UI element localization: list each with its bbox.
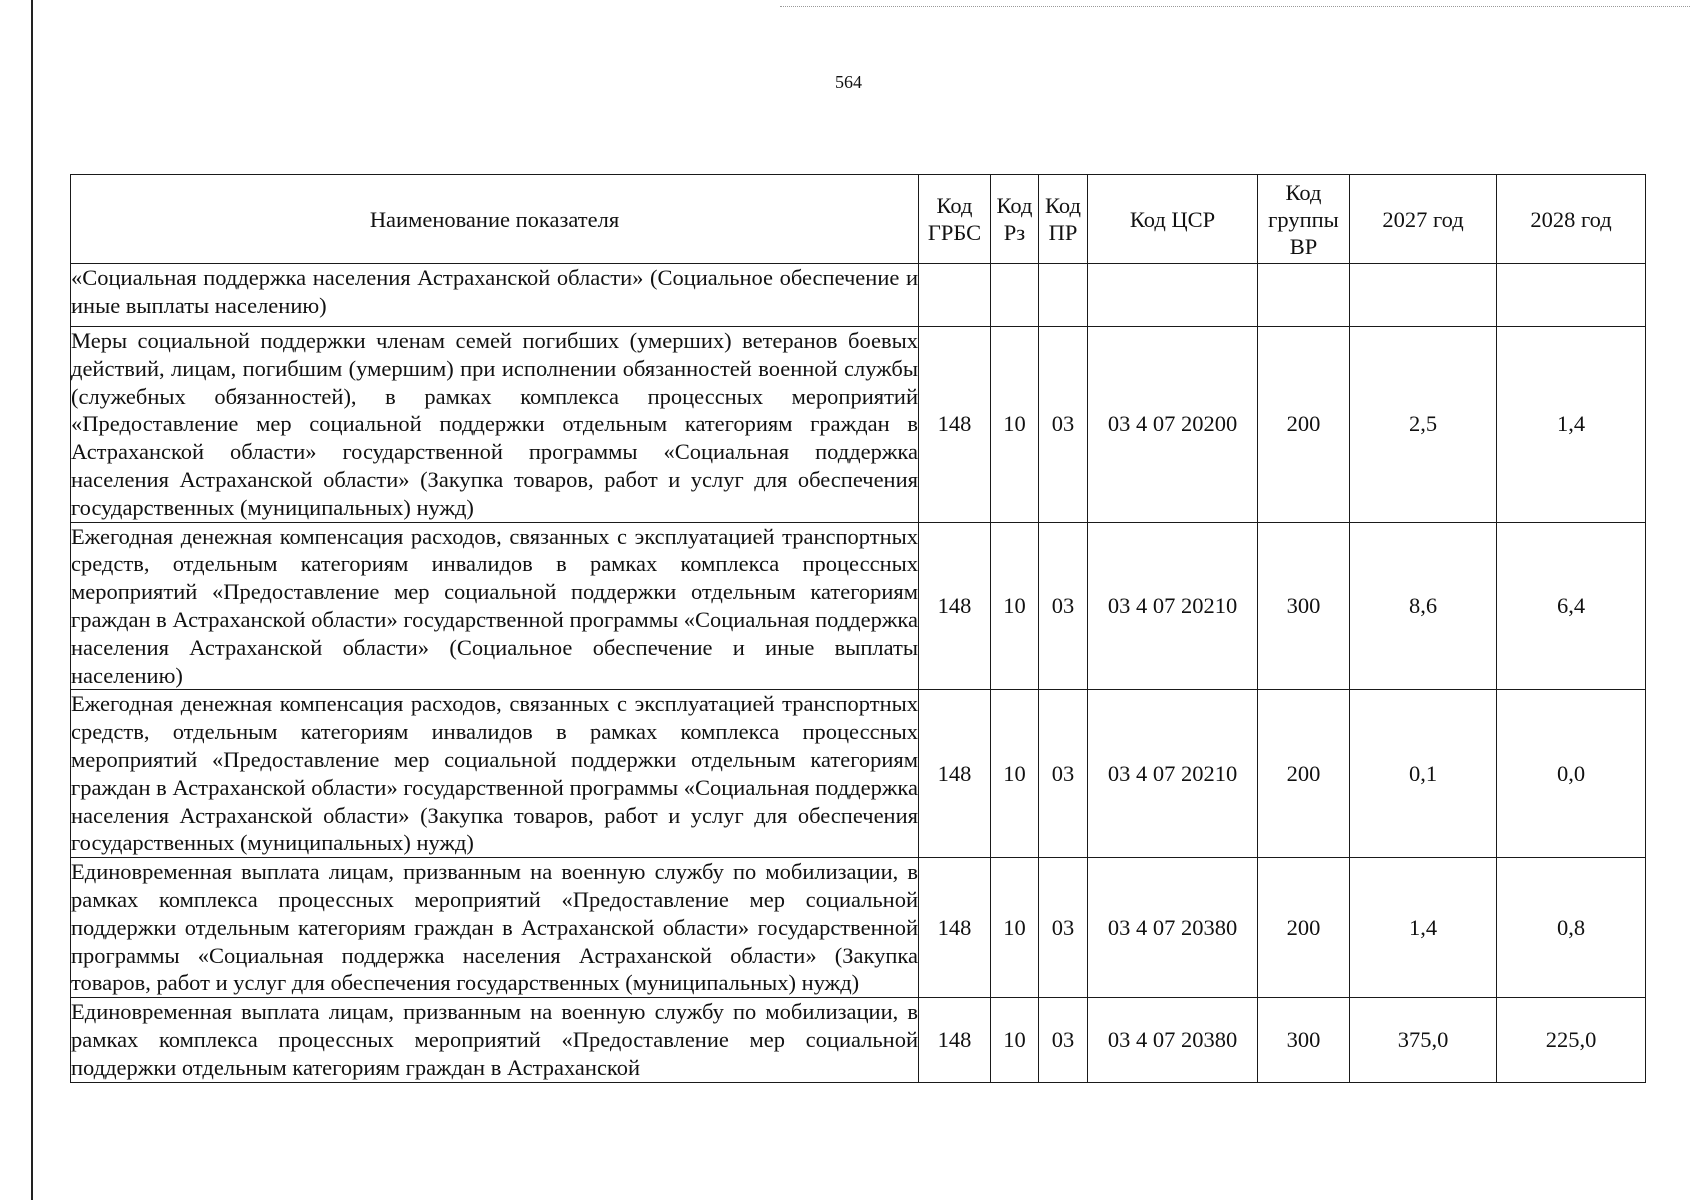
row-grbs: 148 (919, 327, 991, 523)
row-vr: 200 (1258, 690, 1350, 858)
row-2028: 0,8 (1497, 858, 1646, 998)
row-vr: 200 (1258, 858, 1350, 998)
row-2028: 225,0 (1497, 998, 1646, 1082)
row-grbs (919, 264, 991, 327)
header-rz: Код Рз (991, 175, 1039, 264)
row-name: Ежегодная денежная компенсация расходов, связанных с эксплуатацией транспортных средств, отдельным категориям инвалидов в рамках комплекса процессных мероприятий «Предоставление мер социальной поддержки отдельным категориям граждан в Астраханской области» государственной программы «Социальная поддержка населения Астраханской области» (Закупка товаров, работ и услуг для обеспечения государственных (муниципальных) нужд) (71, 690, 919, 858)
table-row (71, 522, 1646, 690)
header-vr: Код группы ВР (1258, 175, 1350, 264)
budget-table (70, 174, 1646, 1083)
row-2027 (1350, 264, 1497, 327)
table-row (71, 858, 1646, 998)
row-csr: 03 4 07 20380 (1088, 998, 1258, 1082)
header-2027: 2027 год (1350, 175, 1497, 264)
row-grbs: 148 (919, 522, 991, 690)
row-vr (1258, 264, 1350, 327)
row-vr: 200 (1258, 327, 1350, 523)
row-rz: 10 (991, 998, 1039, 1082)
header-csr: Код ЦСР (1088, 175, 1258, 264)
page-number: 564 (835, 72, 862, 92)
row-2027: 8,6 (1350, 522, 1497, 690)
row-rz (991, 264, 1039, 327)
row-2028: 6,4 (1497, 522, 1646, 690)
row-csr: 03 4 07 20210 (1088, 522, 1258, 690)
row-csr: 03 4 07 20210 (1088, 690, 1258, 858)
table-row (71, 690, 1646, 858)
row-2028: 0,0 (1497, 690, 1646, 858)
row-rz: 10 (991, 690, 1039, 858)
table-row (71, 264, 1646, 327)
row-name: «Социальная поддержка населения Астраханской области» (Социальное обеспечение и иные выплаты населению) (71, 264, 919, 327)
row-2027: 0,1 (1350, 690, 1497, 858)
row-pr: 03 (1039, 690, 1088, 858)
budget-table-container (70, 174, 1645, 1083)
row-2027: 1,4 (1350, 858, 1497, 998)
row-2028: 1,4 (1497, 327, 1646, 523)
header-row (71, 175, 1646, 264)
row-vr: 300 (1258, 998, 1350, 1082)
row-name: Ежегодная денежная компенсация расходов, связанных с эксплуатацией транспортных средств, отдельным категориям инвалидов в рамках комплекса процессных мероприятий «Предоставление мер социальной поддержки отдельным категориям граждан в Астраханской области» государственной программы «Социальная поддержка населения Астраханской области» (Социальное обеспечение и иные выплаты населению) (71, 522, 919, 690)
table-header (71, 175, 1646, 264)
row-csr (1088, 264, 1258, 327)
row-2028 (1497, 264, 1646, 327)
row-rz: 10 (991, 522, 1039, 690)
table-row (71, 998, 1646, 1082)
row-grbs: 148 (919, 998, 991, 1082)
row-csr: 03 4 07 20200 (1088, 327, 1258, 523)
table-row (71, 327, 1646, 523)
row-csr: 03 4 07 20380 (1088, 858, 1258, 998)
row-pr: 03 (1039, 522, 1088, 690)
header-2028: 2028 год (1497, 175, 1646, 264)
row-pr (1039, 264, 1088, 327)
row-2027: 375,0 (1350, 998, 1497, 1082)
row-rz: 10 (991, 858, 1039, 998)
header-grbs: Код ГРБС (919, 175, 991, 264)
row-name: Меры социальной поддержки членам семей погибших (умерших) ветеранов боевых действий, лицам, погибшим (умершим) при исполнении обязанностей военной службы (служебных обязанностей), в рамках комплекса процессных мероприятий «Предоставление мер социальной поддержки отдельным категориям граждан в Астраханской области» государственной программы «Социальная поддержка населения Астраханской области» (Закупка товаров, работ и услуг для обеспечения государственных (муниципальных) нужд) (71, 327, 919, 523)
row-grbs: 148 (919, 690, 991, 858)
row-grbs: 148 (919, 858, 991, 998)
header-pr: Код ПР (1039, 175, 1088, 264)
scan-left-edge-line (31, 0, 33, 1200)
row-name: Единовременная выплата лицам, призванным на военную службу по мобилизации, в рамках комплекса процессных мероприятий «Предоставление мер социальной поддержки отдельным категориям граждан в Астраханской (71, 998, 919, 1082)
row-rz: 10 (991, 327, 1039, 523)
row-pr: 03 (1039, 998, 1088, 1082)
row-2027: 2,5 (1350, 327, 1497, 523)
row-name: Единовременная выплата лицам, призванным на военную службу по мобилизации, в рамках комплекса процессных мероприятий «Предоставление мер социальной поддержки отдельным категориям граждан в Астраханской области» государственной программы «Социальная поддержка населения Астраханской области» (Закупка товаров, работ и услуг для обеспечения государственных (муниципальных) нужд) (71, 858, 919, 998)
row-pr: 03 (1039, 858, 1088, 998)
header-name: Наименование показателя (71, 175, 919, 264)
scan-top-dotted-line (780, 6, 1690, 7)
row-pr: 03 (1039, 327, 1088, 523)
table-body (71, 264, 1646, 1083)
row-vr: 300 (1258, 522, 1350, 690)
